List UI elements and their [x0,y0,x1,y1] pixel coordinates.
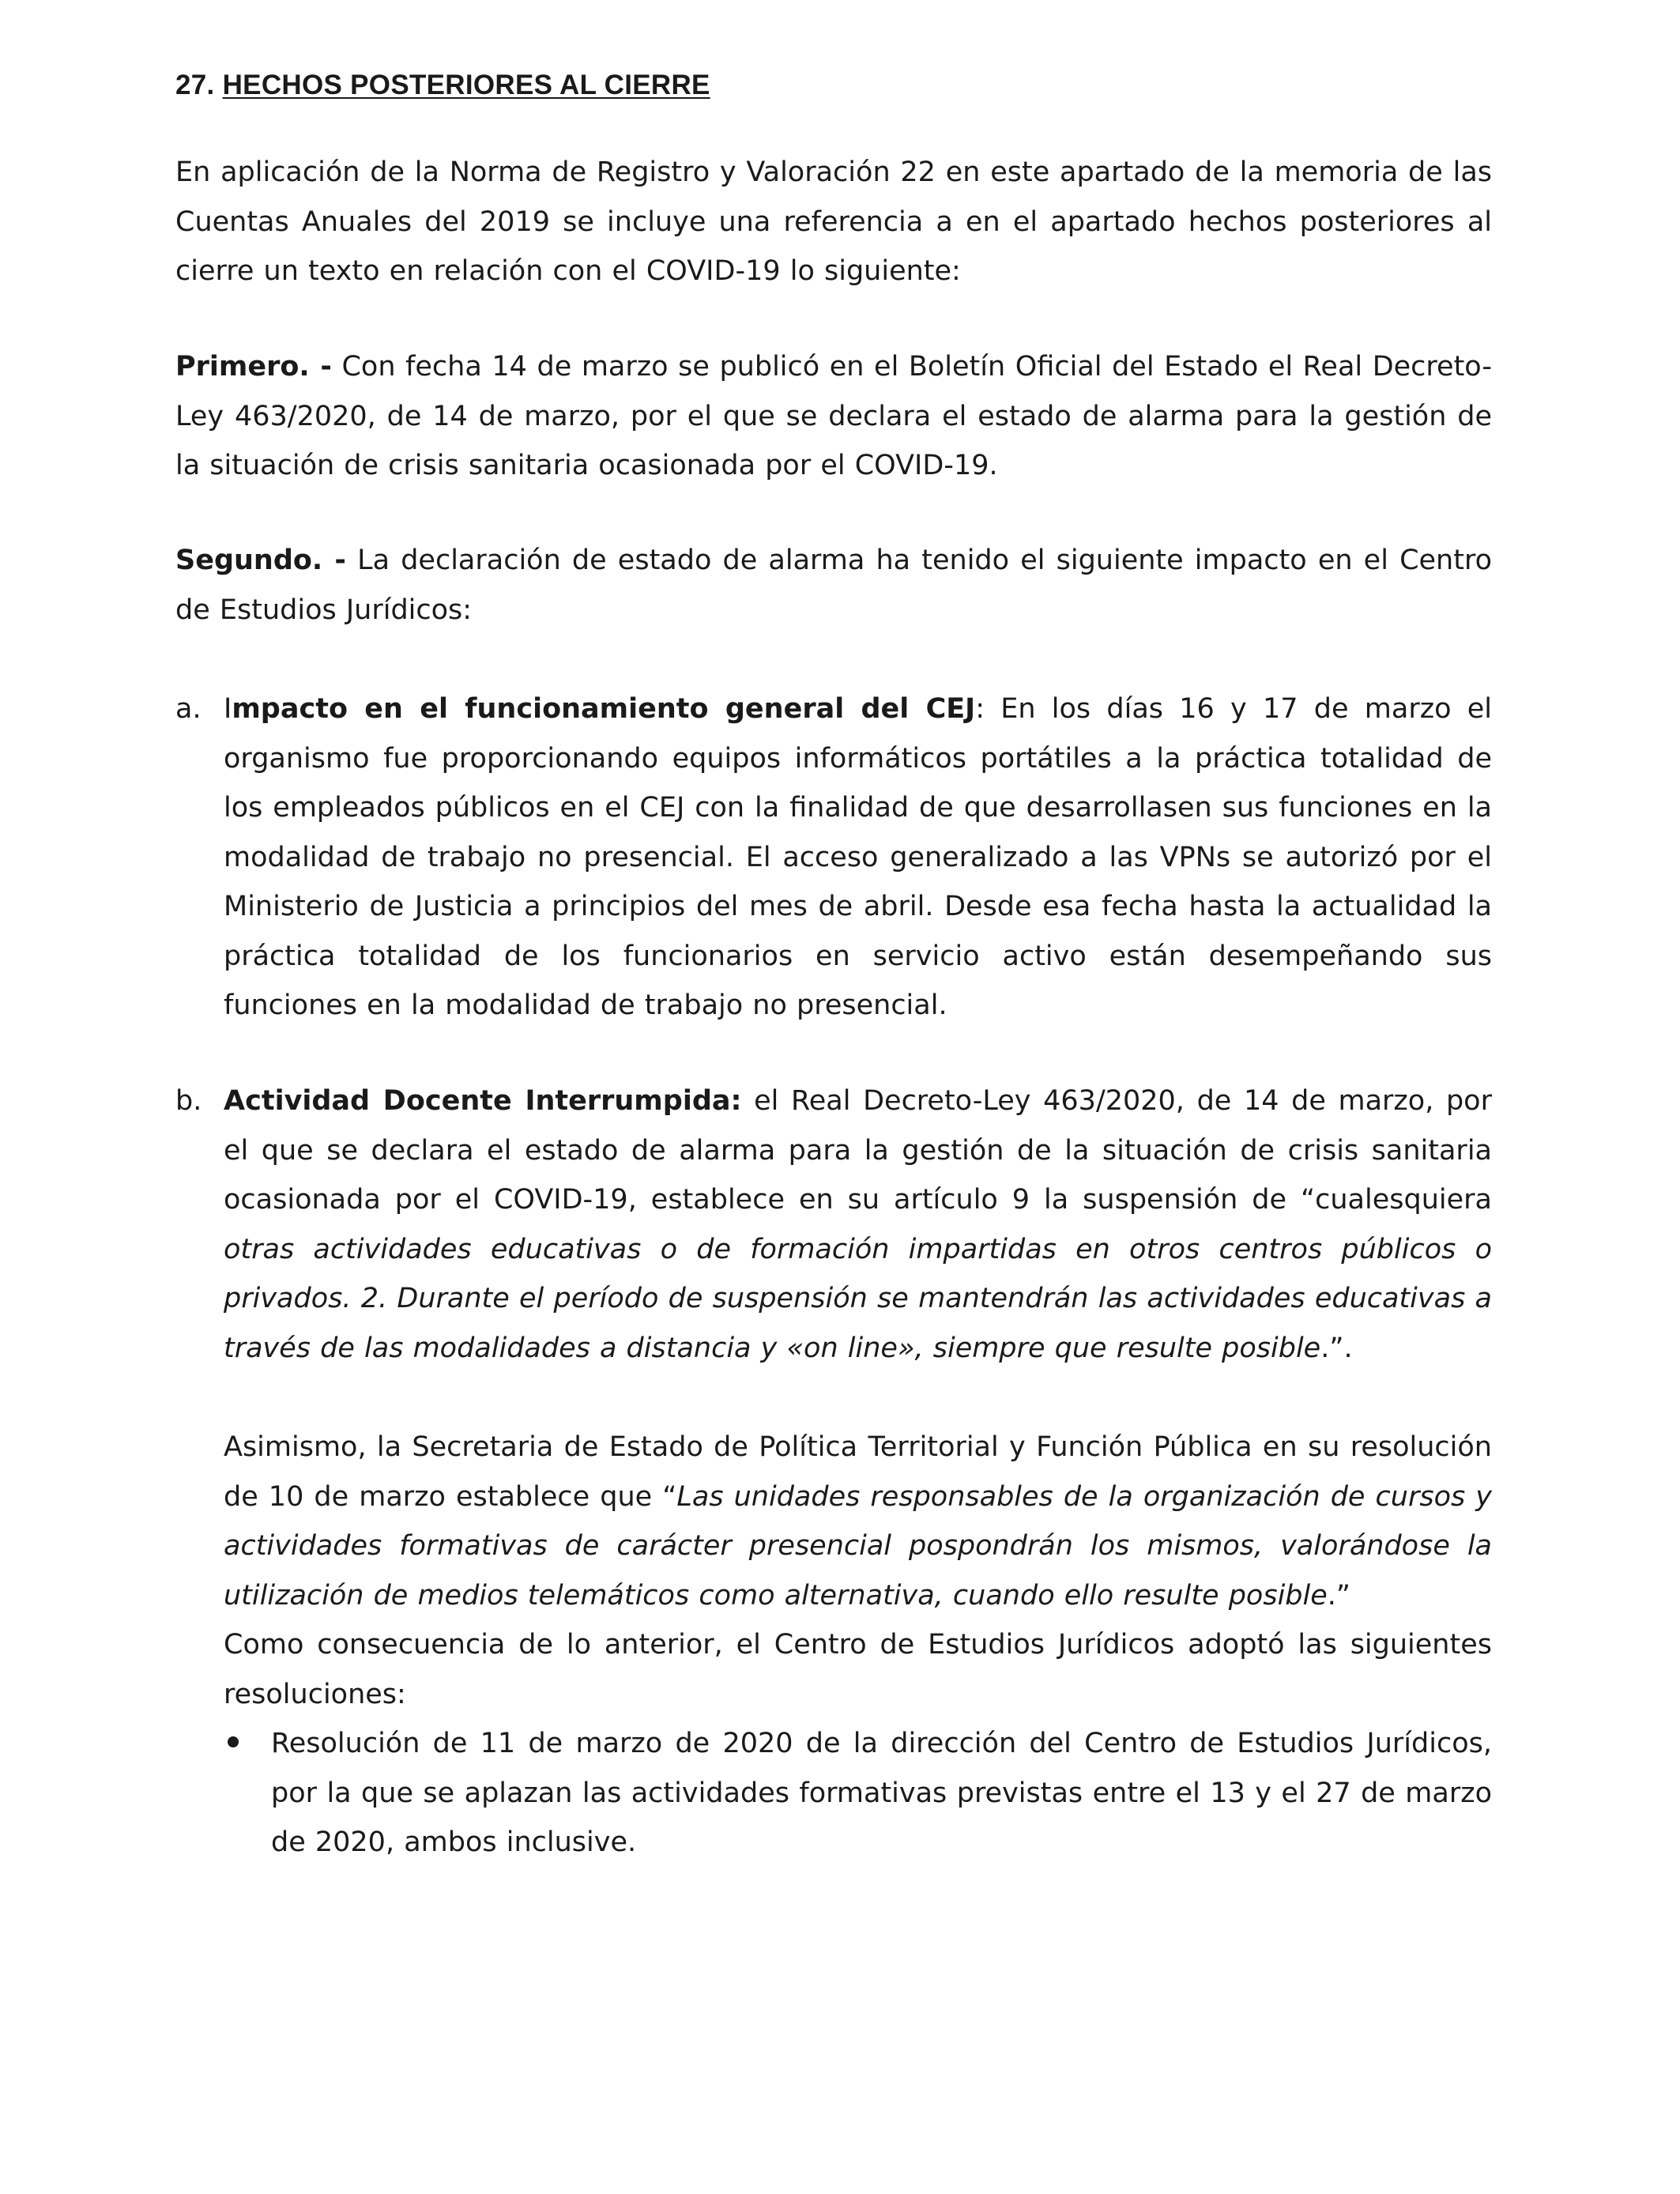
item-a-text: : En los días 16 y 17 de marzo el organismo fue proporcionando equipos informáticos portátiles a la práctica totalidad de los empleados públicos en el CEJ con la finalidad de que desarrollasen sus funciones en la modalidad de trabajo no presencial. El acceso generalizado a las VPNs se autorizó por el Ministerio de Justicia a principios del mes de abril. Desde esa fecha hasta la actualidad la práctica totalidad de los funcionarios en servicio activo están desempeñando sus funciones en la modalidad de trabajo no presencial. [224,693,1492,1021]
primero-label: Primero. - [175,351,332,383]
consecuencia-paragraph: Como consecuencia de lo anterior, el Centro de Estudios Jurídicos adoptó las siguientes resoluciones: [224,1629,1492,1710]
asimismo-paragraph [224,1423,1492,1620]
intro-paragraph: En aplicación de la Norma de Registro y Valoración 22 en este apartado de la memoria de las Cuentas Anuales del 2019 se incluye una referencia a en el apartado hechos posteriores al cierre un texto en relación con el COVID-19 lo siguiente: [175,156,1492,287]
segundo-label: Segundo. - [175,545,346,576]
section-heading [175,68,710,103]
item-b-lead: Actividad Docente Interrumpida: [224,1085,742,1117]
item-b-quote: otras actividades educativas o de formación impartidas en otros centros públicos o privados. 2. Durante el período de suspensión se mantendrán las actividades educativas a través de las modalidades a distancia y «on line», siempre que resulte posible [224,1233,1492,1364]
primero-paragraph [175,342,1492,491]
item-a-lead-plain: I [224,693,232,725]
bullet-dot-icon [228,1736,239,1747]
section-number: 27. [175,70,215,100]
asimismo-quote: Las unidades responsables de la organización de cursos y actividades formativas de carácter presencial pospondrán los mismos, valorándose la utilización de medios telemáticos como alternativa, cuando ello resulte posible [224,1480,1492,1612]
asimismo-text: Asimismo, la Secretaria de Estado de Política Territorial y Función Pública en su resolución de 10 de marzo establece que “ [224,1431,1492,1513]
segundo-paragraph [175,536,1492,635]
bullet-item: Resolución de 11 de marzo de 2020 de la dirección del Centro de Estudios Jurídicos, por la que se aplazan las actividades formativas previstas entre el 13 y el 27 de marzo de 2020, ambos inclusive. [271,1728,1492,1858]
item-a-lead: mpacto en el funcionamiento general del CEJ [232,693,976,725]
item-b-quote-end: .”. [1320,1332,1353,1364]
item-a-marker: a. [175,693,202,725]
primero-text: Con fecha 14 de marzo se publicó en el Boletín Oficial del Estado el Real Decreto-Ley 463/2020, de 14 de marzo, por el que se declara el estado de alarma para la gestión de la situación de crisis sanitaria ocasionada por el COVID-19. [175,351,1492,481]
section-title: HECHOS POSTERIORES AL CIERRE [222,70,710,100]
segundo-text: La declaración de estado de alarma ha tenido el siguiente impacto en el Centro de Estudios Jurídicos: [175,545,1492,626]
asimismo-quote-end: .” [1327,1579,1351,1612]
item-b-text: el Real Decreto-Ley 463/2020, de 14 de marzo, por el que se declara el estado de alarma para la gestión de la situación de crisis sanitaria ocasionada por el COVID-19, establece en su artículo 9 la suspensión de “cualesquiera [224,1085,1492,1216]
item-a-paragraph [224,684,1492,1031]
item-b-paragraph [224,1076,1492,1373]
item-b-marker: b. [175,1085,202,1117]
